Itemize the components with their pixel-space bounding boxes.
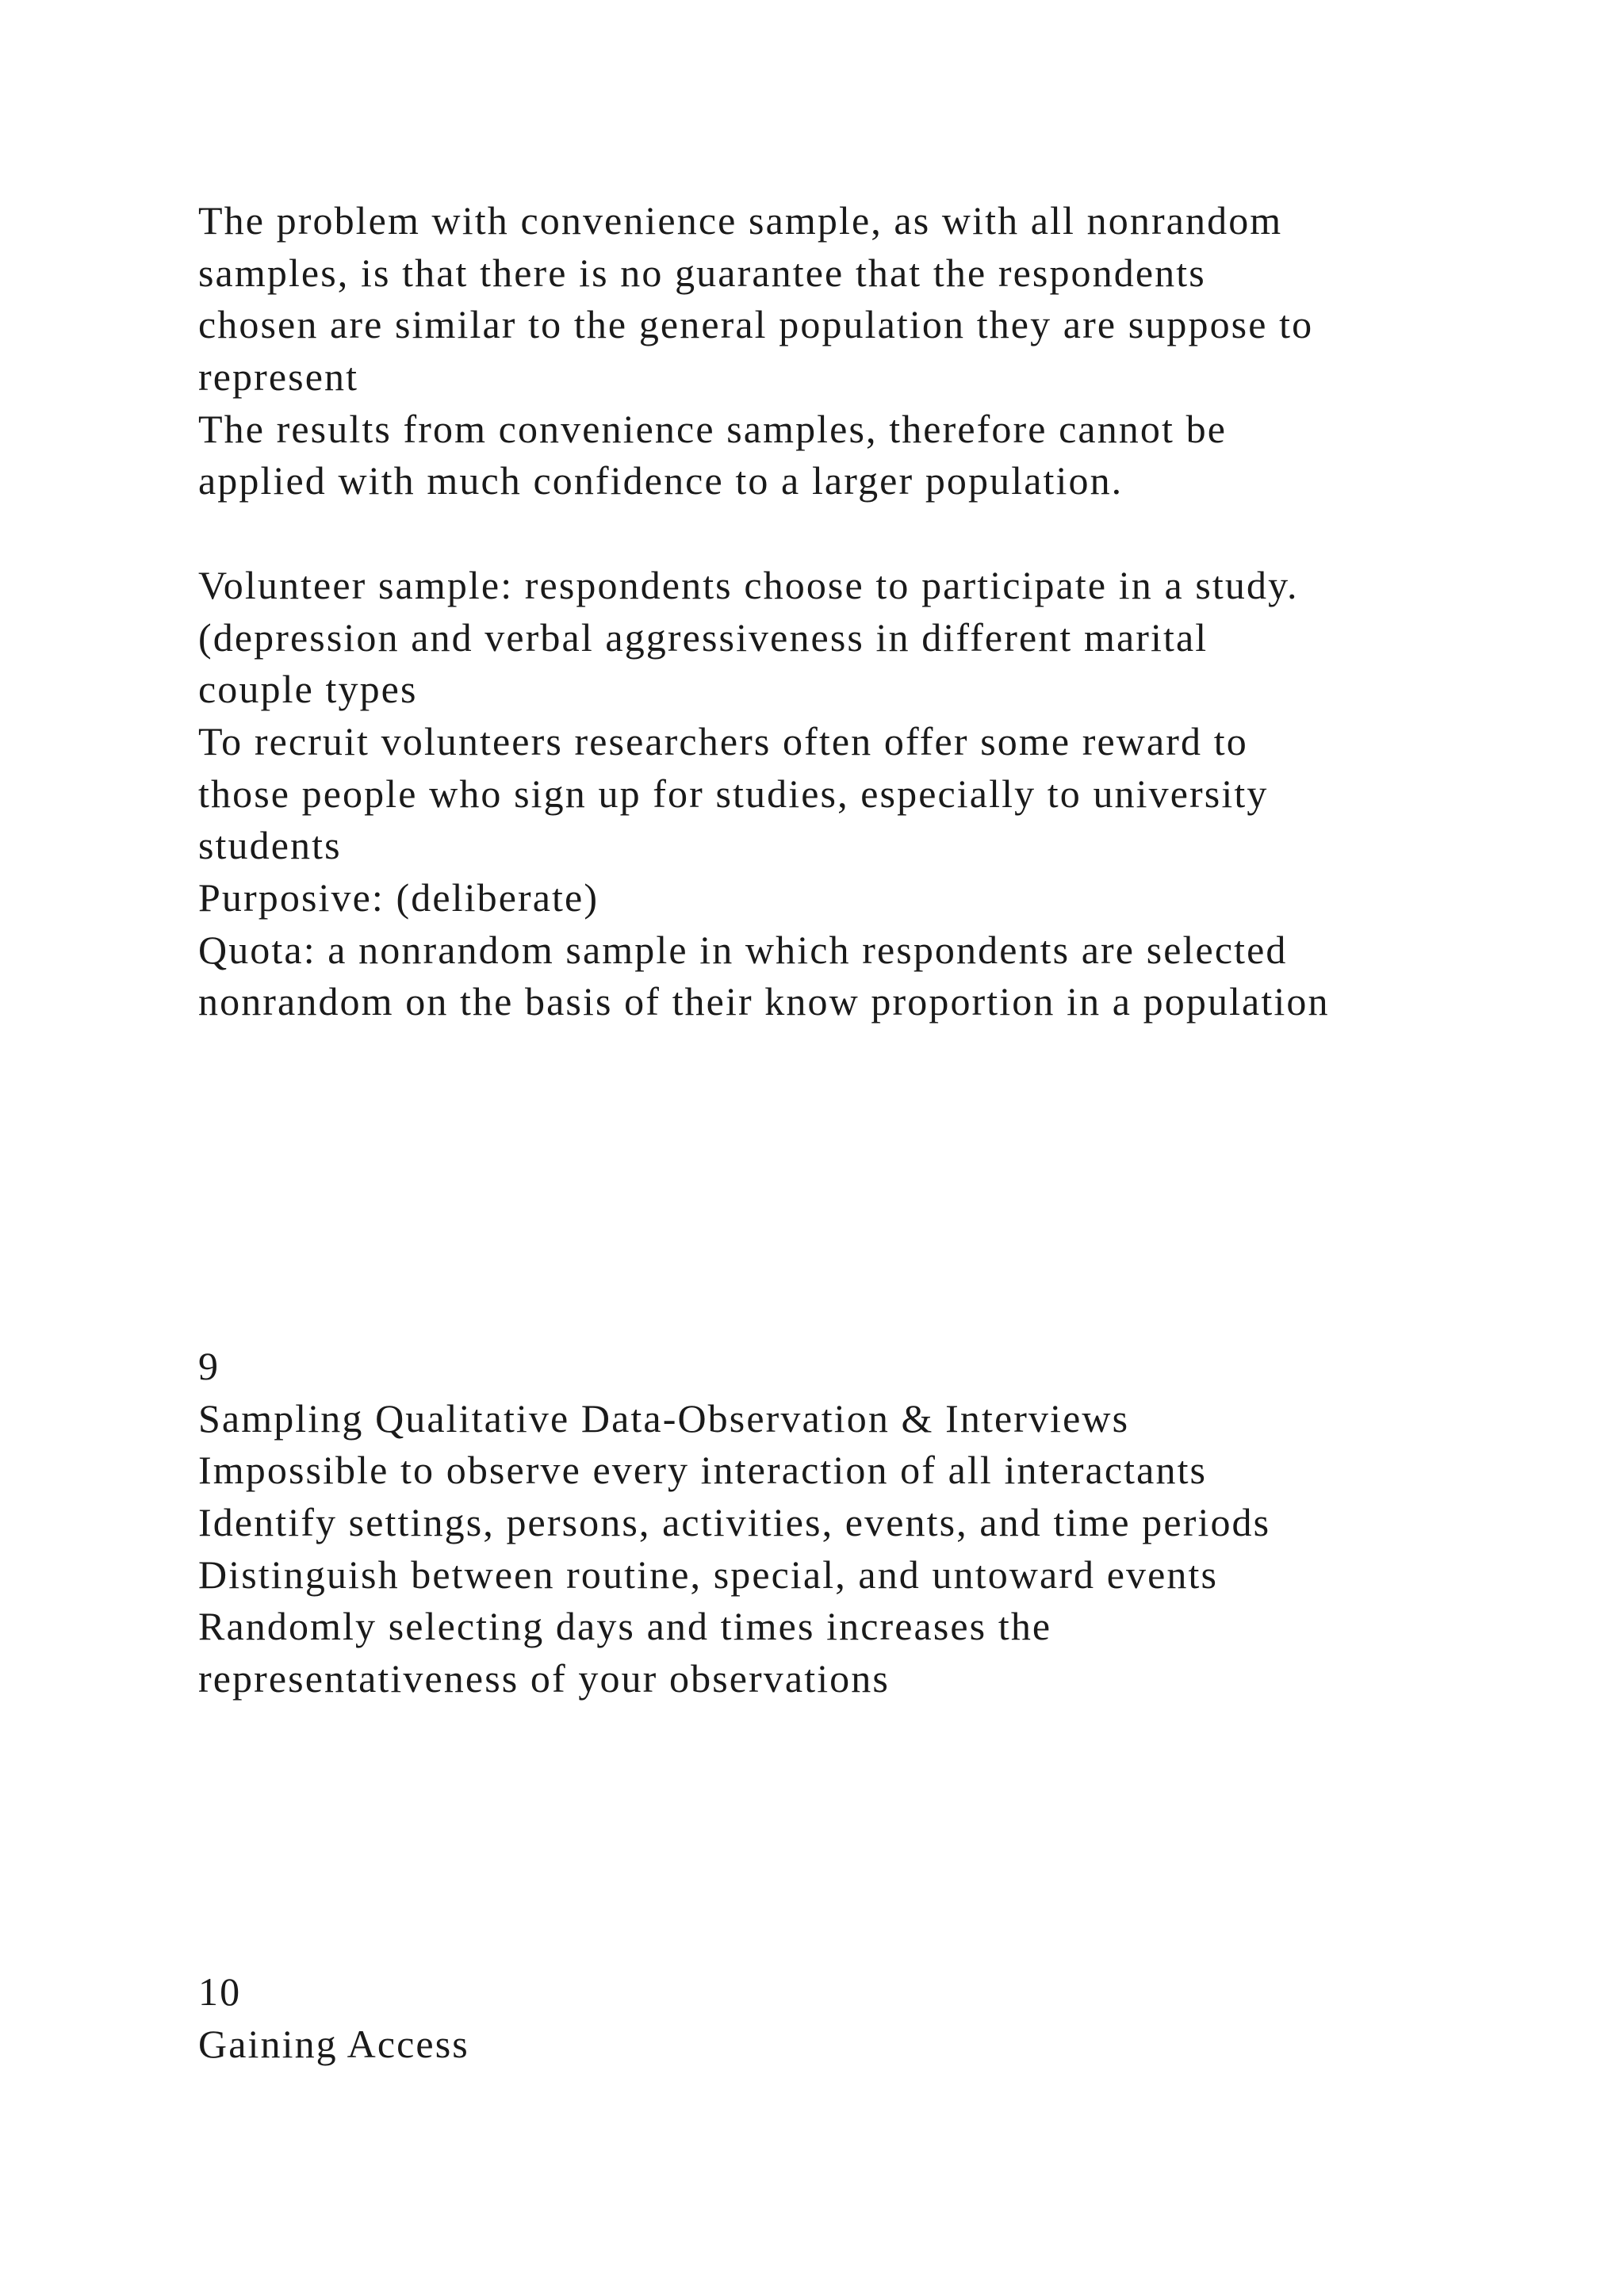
text-line: those people who sign up for studies, especially to university: [198, 771, 1269, 816]
text-line: samples, is that there is no guarantee that the respondents: [198, 250, 1206, 295]
text-line: To recruit volunteers researchers often offer some reward to: [198, 718, 1248, 763]
text-block-sampling-types: [198, 195, 1594, 1028]
text-line: The problem with convenience sample, as with all nonrandom: [198, 198, 1283, 243]
text-block-slide-10: [198, 1966, 1594, 2070]
text-line: Purposive: (deliberate): [198, 874, 599, 920]
text-line: Volunteer sample: respondents choose to participate in a study.: [198, 562, 1299, 607]
text-line: Identify settings, persons, activities, events, and time periods: [198, 1500, 1271, 1545]
text-line: representativeness of your observations: [198, 1656, 890, 1701]
text-line: The results from convenience samples, therefore cannot be: [198, 406, 1227, 451]
slide-number: 9: [198, 1344, 220, 1388]
text-line: Quota: a nonrandom sample in which respondents are selected: [198, 927, 1288, 972]
text-line: Randomly selecting days and times increases the: [198, 1604, 1052, 1649]
text-line: represent: [198, 354, 359, 400]
text-line: couple types: [198, 667, 418, 712]
slide-title: Gaining Access: [198, 2021, 469, 2066]
slide-title: Sampling Qualitative Data-Observation & Interviews: [198, 1395, 1130, 1441]
text-line: (depression and verbal aggressiveness in different marital: [198, 614, 1208, 660]
text-line: nonrandom on the basis of their know proportion in a population: [198, 979, 1330, 1024]
text-line: chosen are similar to the general population they are suppose to: [198, 302, 1314, 347]
text-line: students: [198, 823, 342, 868]
text-line: Impossible to observe every interaction of all interactants: [198, 1448, 1208, 1493]
text-line: Distinguish between routine, special, and untoward events: [198, 1552, 1219, 1597]
text-block-slide-9: [198, 1341, 1594, 1705]
slide-number: 10: [198, 1969, 242, 2014]
blank-line: [198, 507, 1594, 560]
text-line: applied with much confidence to a larger population.: [198, 458, 1124, 503]
